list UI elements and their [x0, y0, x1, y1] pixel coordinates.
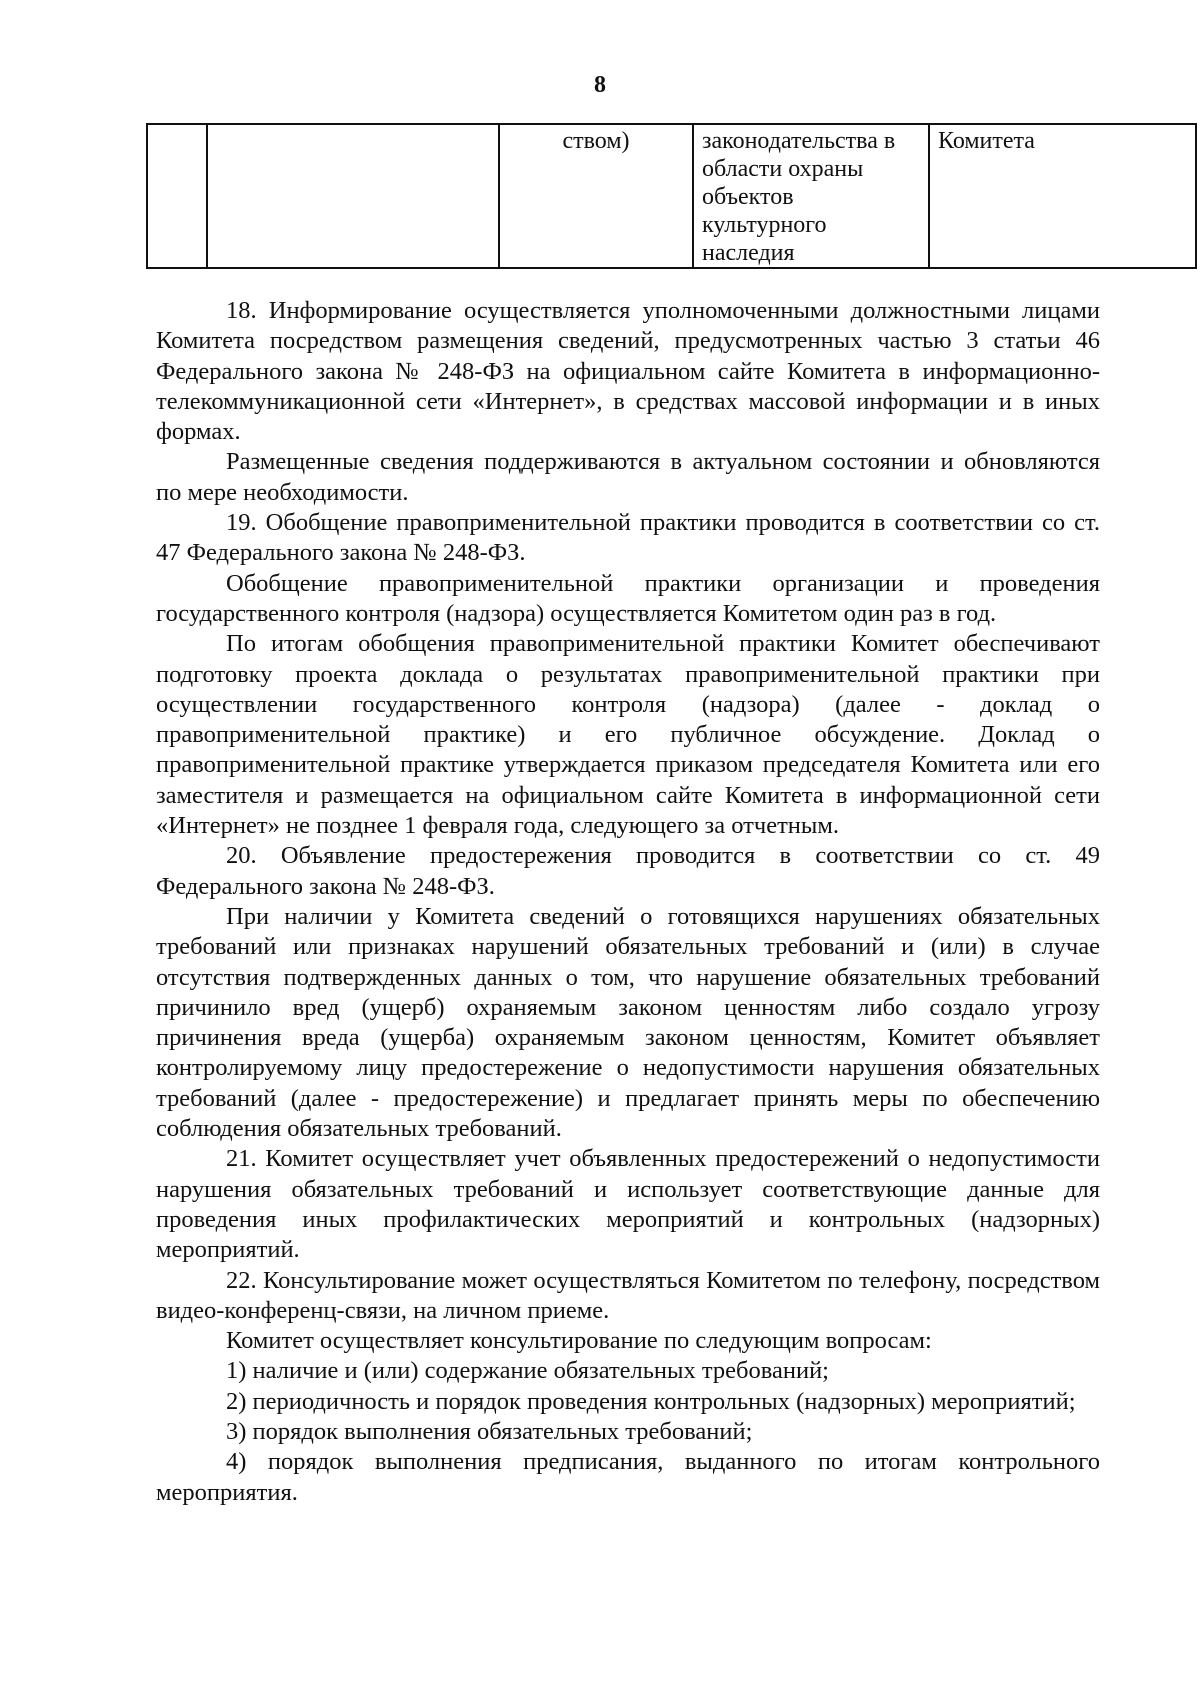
paragraph-18-info-update: Размещенные сведения поддерживаются в актуальном состоянии и обновляются по мере необходимости.: [156, 448, 1100, 506]
continuation-table: [146, 123, 1197, 269]
paragraph-19: 19. Обобщение правоприменительной практики проводится в соответствии со ст. 47 Федерального закона № 248-ФЗ.: [156, 509, 1100, 567]
paragraph-21: 21. Комитет осуществляет учет объявленных предостережений о недопустимости нарушения обязательных требований и использует соответствующие данные для проведения иных профилактических мероприятий и контрольных (надзорных) мероприятий.: [156, 1145, 1100, 1264]
paragraph-20-warning: При наличии у Комитета сведений о готовящихся нарушениях обязательных требований или признаках нарушений обязательных требований и (или) в случае отсутствия подтвержденных данных о том, что нарушение обязательных требований причинило вред (ущерб) охраняемым законом ценностям либо создало угрозу причинения вреда (ущерба) охраняемым законом ценностям, Комитет объявляет контролируемому лицу предостережение о недопустимости нарушения обязательных требований (далее - предостережение) и предлагает принять меры по обеспечению соблюдения обязательных требований.: [156, 902, 1100, 1143]
paragraph-18: 18. Информирование осуществляется уполномоченными должностными лицами Комитета посредством размещения сведений, предусмотренных частью 3 статьи 46 Федерального закона № 248-ФЗ на официальном сайте Комитета в информационно-телекоммуникационной сети «Интернет», в средствах массовой информации и в иных формах.: [156, 297, 1100, 446]
paragraph-19-frequency: Обобщение правоприменительной практики организации и проведения государственного контроля (надзора) осуществляется Комитетом один раз в год.: [156, 569, 1100, 627]
list-item-4: 4) порядок выполнения предписания, выданного по итогам контрольного мероприятия.: [156, 1448, 1100, 1506]
list-item-2: 2) периодичность и порядок проведения контрольных (надзорных) мероприятий;: [226, 1387, 1076, 1415]
paragraph-20: 20. Объявление предостережения проводится в соответствии со ст. 49 Федерального закона № 248-ФЗ.: [156, 842, 1100, 900]
list-item-3: 3) порядок выполнения обязательных требований;: [226, 1417, 753, 1445]
page-number: 8: [594, 72, 606, 98]
table-cell-3: ством): [499, 124, 693, 268]
table-cell-2: [207, 124, 499, 268]
table-cell-5: Комитета: [929, 124, 1196, 268]
paragraph-22: 22. Консультирование может осуществляться Комитетом по телефону, посредством видео-конференц-связи, на личном приеме.: [156, 1266, 1100, 1324]
list-item-1: 1) наличие и (или) содержание обязательных требований;: [226, 1357, 829, 1385]
document-body: [156, 296, 1100, 1508]
table-cell-4: законодательства в области охраны объектов культурного наследия: [693, 124, 929, 268]
paragraph-19-report: По итогам обобщения правоприменительной практики Комитет обеспечивают подготовку проекта доклада о результатах правоприменительной практики при осуществлении государственного контроля (надзора) (далее - доклад о правоприменительной практике) и его публичное обсуждение. Доклад о правоприменительной практике утверждается приказом председателя Комитета или его заместителя и размещается на официальном сайте Комитета в информационной сети «Интернет» не позднее 1 февраля года, следующего за отчетным.: [156, 630, 1100, 840]
table-row: [147, 124, 1196, 268]
paragraph-22-topics: Комитет осуществляет консультирование по следующим вопросам:: [226, 1327, 932, 1355]
table-cell-1: [147, 124, 207, 268]
